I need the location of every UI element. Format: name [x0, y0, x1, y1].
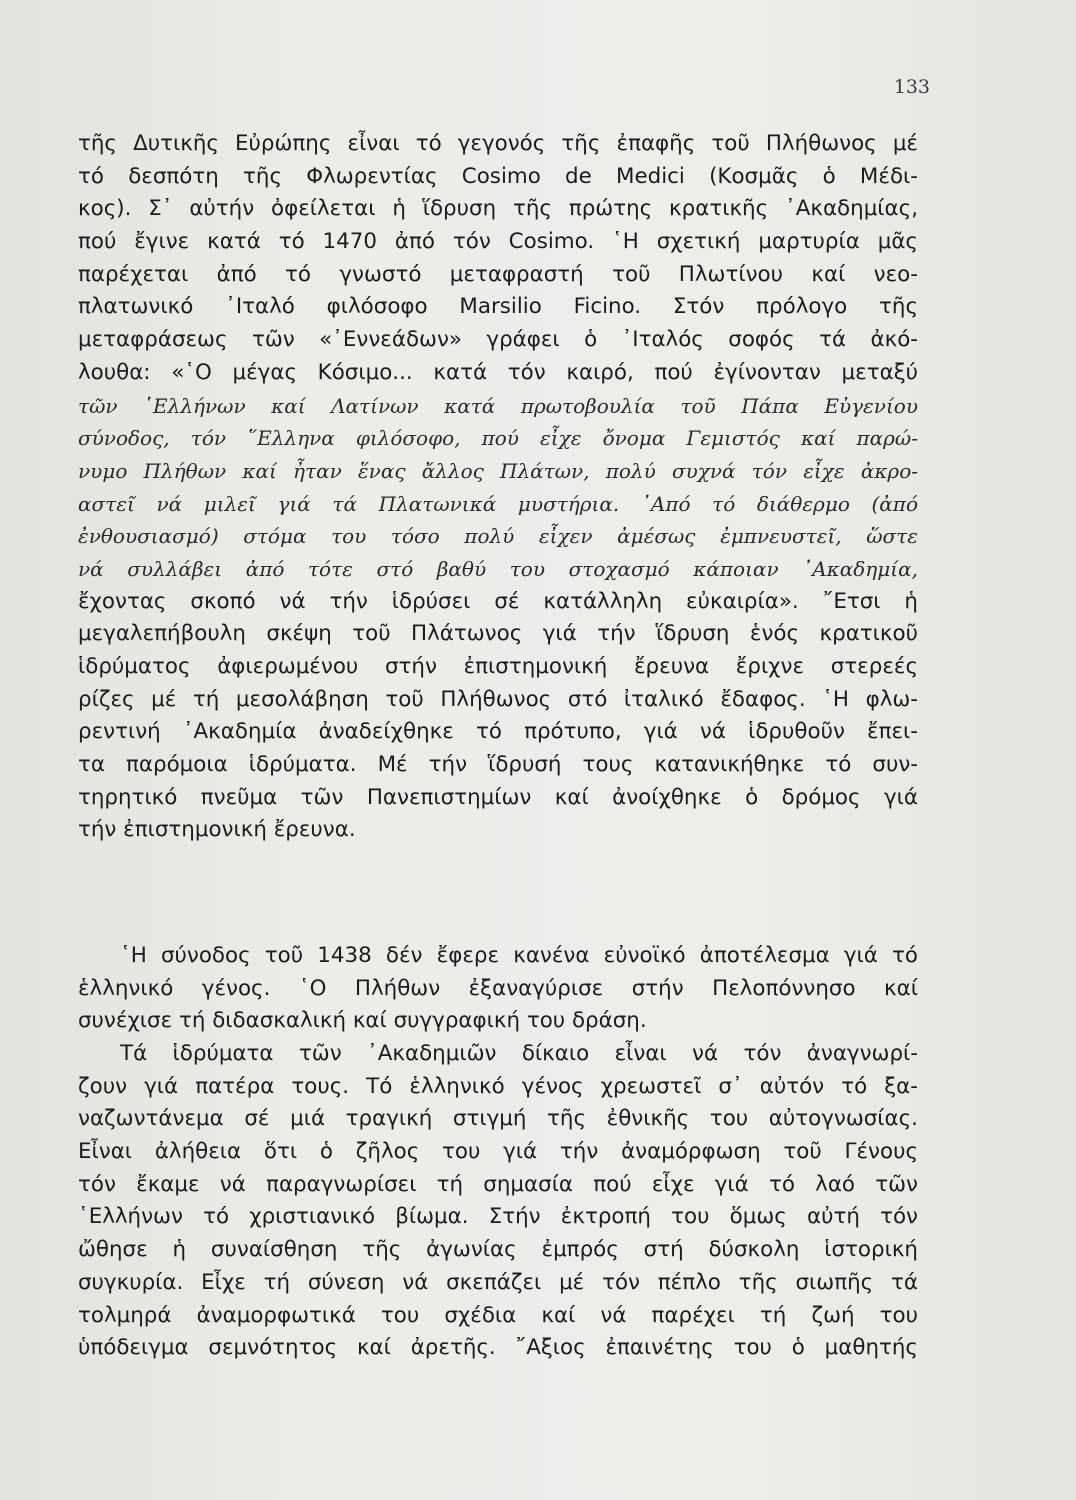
text-line: Τά ἱδρύματα τῶν ᾿Ακαδημιῶν δίκαιο εἶναι νά τόν ἀναγνωρί- — [120, 1041, 918, 1066]
paragraph-3 — [78, 1038, 918, 1365]
text-line: τολμηρά ἀναμορφωτικά του σχέδια καί νά παρέχει τή ζωή του — [78, 1302, 918, 1328]
text-line: ἑλληνικό γένος. ῾Ο Πλήθων ἐξαναγύρισε στήν Πελοπόννησο καί — [78, 975, 918, 1001]
quote-line: νυμο Πλήθων καί ἦταν ἕνας ἄλλος Πλάτων, πολύ συχνά τόν εἶχε ἀκρο- — [78, 458, 918, 483]
text-line: μεταφράσεως τῶν «᾿Εννεάδων» γράφει ὁ ᾿Ιταλός σοφός τά ἀκό- — [78, 327, 918, 353]
text-line: ὤθησε ἡ συναίσθηση τῆς ἀγωνίας ἐμπρός στή δύσκολη ἱστορική — [78, 1237, 918, 1263]
text-line: παρέχεται ἀπό τό γνωστό μεταφραστή τοῦ Πλωτίνου καί νεο- — [78, 261, 918, 287]
text-line: συνέχισε τή διδασκαλική καί συγγραφική του δράση. — [78, 1008, 647, 1034]
text-line: μεγαλεπήβουλη σκέψη τοῦ Πλάτωνος γιά τήν ἵδρυση ἑνός κρατικοῦ — [78, 621, 918, 647]
quote-line: ἐνθουσιασμό) στόμα του τόσο πολύ εἶχεν ἀμέσως ἐμπνευστεῖ, ὥστε — [78, 524, 918, 549]
paragraph-1 — [78, 128, 918, 847]
text-line: συγκυρία. Εἶχε τή σύνεση νά σκεπάζει μέ τόν πέπλο τῆς σιωπῆς τά — [78, 1269, 918, 1295]
text-line: κος). Σ᾿ αὐτήν ὀφείλεται ἡ ἵδρυση τῆς πρώτης κρατικῆς ᾿Ακαδημίας, — [78, 196, 918, 222]
text-line: πλατωνικό ᾿Ιταλό φιλόσοφο Marsilio Ficino. Στόν πρόλογο τῆς — [78, 294, 918, 320]
text-line: τα παρόμοια ἱδρύματα. Μέ τήν ἵδρυσή τους κατανικήθηκε τό συν- — [78, 752, 918, 778]
paragraph-2 — [78, 940, 918, 1038]
quote-line: τῶν ῾Ελλήνων καί Λατίνων κατά πρωτοβουλία τοῦ Πάπα Εὐγενίου — [78, 393, 918, 418]
text-line: ρεντινή ᾿Ακαδημία ἀναδείχθηκε τό πρότυπο, γιά νά ἱδρυθοῦν ἔπει- — [78, 719, 918, 745]
text-line: τῆς Δυτικῆς Εὐρώπης εἶναι τό γεγονός τῆς ἐπαφῆς τοῦ Πλήθωνος μέ — [78, 131, 918, 156]
text-line: ρίζες μέ τή μεσολάβηση τοῦ Πλήθωνος στό ἰταλικό ἔδαφος. ῾Η φλω- — [78, 686, 918, 712]
text-line: Εἶναι ἀλήθεια ὅτι ὁ ζῆλος του γιά τήν ἀναμόρφωση τοῦ Γένους — [78, 1139, 918, 1165]
quote-line: σύνοδος, τόν ῞Ελληνα φιλόσοφο, πού εἶχε ὄνομα Γεμιστός καί παρώ- — [78, 426, 918, 451]
quote-line: νά συλλάβει ἀπό τότε στό βαθύ του στοχασμό κάποιαν ᾿Ακαδημία, — [78, 556, 918, 581]
text-line: τηρητικό πνεῦμα τῶν Πανεπιστημίων καί ἀνοίχθηκε ὁ δρόμος γιά — [78, 784, 918, 810]
text-line: ἔχοντας σκοπό νά τήν ἱδρύσει σέ κατάλληλη εὐκαιρία». ῎Ετσι ἡ — [78, 588, 918, 614]
text-line: ζουν γιά πατέρα τους. Τό ἑλληνικό γένος χρεωστεῖ σ᾿ αὐτόν τό ξα- — [78, 1073, 918, 1099]
text-line: ναζωντάνεμα σέ μιά τραγική στιγμή τῆς ἐθνικῆς του αὐτογνωσίας. — [78, 1106, 918, 1132]
text-line: ἱδρύματος ἀφιερωμένου στήν ἐπιστημονική ἔρευνα ἔριχνε στερεές — [78, 654, 918, 679]
text-line: ὑπόδειγμα σεμνότητος καί ἀρετῆς. ῎Αξιος ἐπαινέτης του ὁ μαθητής — [78, 1335, 918, 1361]
page-number: 133 — [893, 76, 930, 98]
text-line: λουθα: «῾Ο μέγας Κόσιμο... κατά τόν καιρό, πού ἐγίνονταν μεταξύ — [78, 359, 918, 385]
text-line: ῾Ελλήνων τό χριστιανικό βίωμα. Στήν ἐκτροπή του ὅμως αὐτή τόν — [78, 1204, 918, 1230]
text-line: τό δεσπότη τῆς Φλωρεντίας Cosimo de Medici (Κοσμᾶς ὁ Μέδι- — [78, 163, 918, 189]
quote-line: αστεῖ νά μιλεῖ γιά τά Πλατωνικά μυστήρια. ᾿Από τό διάθερμο (ἀπό — [78, 491, 918, 516]
text-line: τήν ἐπιστημονική ἔρευνα. — [78, 817, 356, 843]
text-line: τόν ἔκαμε νά παραγνωρίσει τή σημασία πού εἶχε γιά τό λαό τῶν — [78, 1171, 918, 1197]
text-line: πού ἔγινε κατά τό 1470 ἀπό τόν Cosimo. ῾Η σχετική μαρτυρία μᾶς — [78, 229, 918, 255]
text-line: ῾Η σύνοδος τοῦ 1438 δέν ἔφερε κανένα εὐνοϊκό ἀποτέλεσμα γιά τό — [120, 943, 918, 968]
